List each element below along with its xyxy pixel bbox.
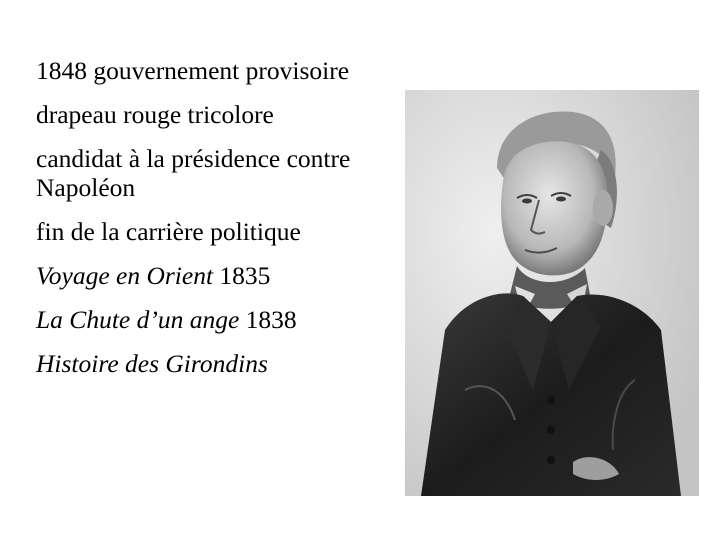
- work-title: Voyage en Orient: [36, 261, 214, 290]
- work-year: 1838: [239, 305, 297, 334]
- item-text: candidat à la présidence contre Napoléon: [36, 144, 351, 202]
- list-item: [36, 56, 386, 85]
- item-text: drapeau rouge tricolore: [36, 100, 274, 129]
- list-item: [36, 305, 386, 334]
- list-item: [36, 144, 386, 202]
- work-title: La Chute d’un ange: [36, 305, 240, 334]
- list-item: [36, 217, 386, 246]
- work-year: 1835: [213, 261, 271, 290]
- list-item: [36, 100, 386, 129]
- work-title: Histoire des Girondins: [36, 349, 268, 378]
- bullet-list: [36, 56, 386, 393]
- portrait-image: [405, 90, 699, 496]
- list-item: [36, 261, 386, 290]
- item-text: 1848 gouvernement provisoire: [36, 56, 350, 85]
- list-item: [36, 349, 386, 378]
- item-text: fin de la carrière politique: [36, 217, 301, 246]
- portrait-engraving-icon: [405, 90, 699, 496]
